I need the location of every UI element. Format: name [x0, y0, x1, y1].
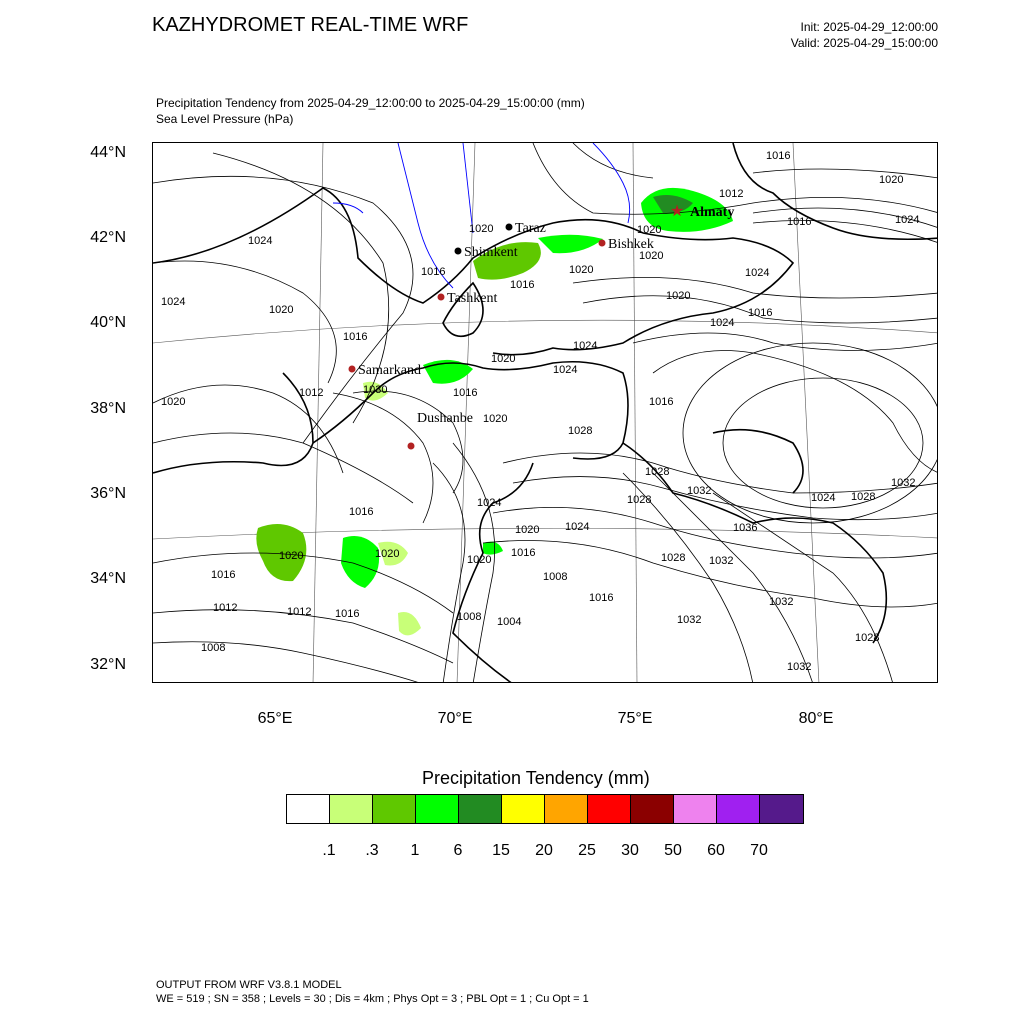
isobar-label: 1016 [589, 592, 614, 604]
isobar-line [633, 333, 938, 351]
border-turkmenistan [153, 373, 313, 473]
legend-tick-label: 15 [492, 842, 510, 859]
field-description-precip: Precipitation Tendency from 2025-04-29_12:00:00 to 2025-04-29_15:00:00 (mm) [156, 96, 585, 110]
isobar-label: 1020 [879, 174, 904, 186]
isobar-label: 1016 [453, 387, 478, 399]
isobar-label: 1024 [573, 340, 598, 352]
isobar-label: 1016 [211, 569, 236, 581]
model-info: OUTPUT FROM WRF V3.8.1 MODEL [156, 979, 342, 991]
precip-patch-bishkek [538, 235, 603, 253]
legend-title: Precipitation Tendency (mm) [422, 768, 650, 788]
isobar-label: 1020 [569, 264, 594, 276]
isobar-label: 1016 [649, 396, 674, 408]
isobar-label: 1028 [627, 494, 652, 506]
isobar-line [753, 169, 938, 178]
isobar-label: 1024 [811, 492, 836, 504]
isobar-label: 1016 [511, 547, 536, 559]
isobar-label: 1016 [335, 608, 360, 620]
field-description-slp: Sea Level Pressure (hPa) [156, 112, 294, 126]
legend-tick-label: 50 [664, 842, 682, 859]
isobar-line [653, 351, 938, 474]
city-label-shimkent: Shimkent [464, 245, 518, 260]
legend-swatch [545, 795, 588, 823]
lat-label-32n: 32°N [90, 656, 126, 673]
dushanbe-marker [408, 443, 415, 450]
isobar-label: 1012 [213, 602, 238, 614]
legend-swatch [674, 795, 717, 823]
isobar-label: 1008 [543, 571, 568, 583]
legend-swatch [416, 795, 459, 823]
isobar-label: 1024 [248, 235, 273, 247]
lon-label-65e: 65°E [257, 710, 293, 727]
isobar-label: 1032 [787, 661, 812, 673]
isobar-label: 1024 [553, 364, 578, 376]
legend-swatch [631, 795, 674, 823]
isobar-label: 1024 [161, 296, 186, 308]
lon-label-80e: 80°E [798, 710, 834, 727]
lat-label-42n: 42°N [90, 229, 126, 246]
isobar-line [353, 391, 463, 493]
graticule-lat-40n [153, 320, 938, 343]
isobar-label: 1020 [467, 554, 492, 566]
isobar-label: 1016 [787, 216, 812, 228]
legend-tick-label: .1 [322, 842, 336, 859]
isobar-line [153, 261, 336, 383]
legend-swatch [373, 795, 416, 823]
legend-swatch [760, 795, 803, 823]
isobar-label: 1032 [677, 614, 702, 626]
init-time: Init: 2025-04-29_12:00:00 [800, 20, 938, 34]
isobar-line [153, 433, 413, 503]
lat-label-34n: 34°N [90, 570, 126, 587]
city-label-tashkent: Tashkent [447, 291, 498, 306]
isobar-label: 1028 [645, 466, 670, 478]
isobar-label: 1020 [666, 290, 691, 302]
isobar-label: 1020 [269, 304, 294, 316]
isobar-line [493, 507, 938, 558]
lat-label-40n: 40°N [90, 314, 126, 331]
legend-swatch [588, 795, 631, 823]
isobar-label: 1020 [161, 396, 186, 408]
main-title: KAZHYDROMET REAL-TIME WRF [152, 14, 469, 36]
isobar-label: 1024 [895, 214, 920, 226]
border-kashmir [713, 430, 803, 493]
isobar-label: 1008 [201, 642, 226, 654]
map-canvas [153, 143, 938, 683]
isobar-label: 1020 [483, 413, 508, 425]
isobar-label: 1032 [709, 555, 734, 567]
isobar-label: 1012 [299, 387, 324, 399]
isobar-label: 1012 [287, 606, 312, 618]
isobar-label: 1020 [469, 223, 494, 235]
graticule-lon-65e [313, 143, 323, 683]
lat-label-38n: 38°N [90, 400, 126, 417]
isobar-label: 1028 [851, 491, 876, 503]
isobar-label: 1030 [363, 384, 388, 396]
isobar-line [503, 453, 938, 493]
legend-swatch [459, 795, 502, 823]
isobar-line [573, 277, 938, 298]
precip-patch-afghan-south [398, 612, 421, 635]
isobar-line [573, 143, 653, 178]
legend-tick-label: .3 [365, 842, 379, 859]
lat-label-36n: 36°N [90, 485, 126, 502]
isobar-label: 1020 [491, 353, 516, 365]
legend-swatch [330, 795, 373, 823]
isobar-label: 1028 [568, 425, 593, 437]
legend-tick-label: 70 [750, 842, 768, 859]
isobar-label: 1024 [710, 317, 735, 329]
isobar-label: 1032 [769, 596, 794, 608]
isobar-label: 1032 [891, 477, 916, 489]
map-panel [152, 142, 938, 683]
isobar-label: 1016 [510, 279, 535, 291]
isobar-label: 1020 [515, 524, 540, 536]
shimkent-marker [455, 248, 462, 255]
legend-tick-label: 60 [707, 842, 725, 859]
city-label-almaty: Almaty [690, 205, 735, 220]
isobar-label: 1020 [375, 548, 400, 560]
isobar-label: 1020 [279, 550, 304, 562]
tashkent-marker [438, 294, 445, 301]
isobar-label: 1008 [457, 611, 482, 623]
isobar-line [433, 463, 465, 683]
isobar-line [213, 153, 389, 423]
legend-tick-label: 20 [535, 842, 553, 859]
city-label-bishkek: Bishkek [608, 237, 654, 252]
isobar-line [153, 642, 423, 683]
samarkand-marker [349, 366, 356, 373]
lon-label-70e: 70°E [437, 710, 473, 727]
lon-label-75e: 75°E [617, 710, 653, 727]
isobar-label: 1028 [661, 552, 686, 564]
lat-label-44n: 44°N [90, 144, 126, 161]
legend-swatch [287, 795, 330, 823]
isobar-label: 1020 [639, 250, 664, 262]
legend-swatch [502, 795, 545, 823]
taraz-marker [506, 224, 513, 231]
isobar-label: 1012 [719, 188, 744, 200]
isobar-label: 1016 [766, 150, 791, 162]
isobar-label: 1024 [565, 521, 590, 533]
isobar-label: 1016 [343, 331, 368, 343]
isobar-label: 1020 [637, 224, 662, 236]
city-label-dushanbe: Dushanbe [417, 411, 473, 426]
isobar-label: 1016 [349, 506, 374, 518]
isobar-label: 1016 [421, 266, 446, 278]
model-config: WE = 519 ; SN = 358 ; Levels = 30 ; Dis = 4km ; Phys Opt = 3 ; PBL Opt = 1 ; Cu Opt = 1 [156, 993, 589, 1005]
color-legend-bar [286, 794, 804, 824]
isobar-label: 1028 [855, 632, 880, 644]
legend-tick-label: 6 [453, 842, 463, 859]
city-label-taraz: Taraz [515, 221, 546, 236]
isobar-label: 1004 [497, 616, 522, 628]
isobar-label: 1024 [477, 497, 502, 509]
precip-patch-kabul [483, 542, 503, 555]
isobar-label: 1036 [733, 522, 758, 534]
legend-tick-label: 1 [410, 842, 420, 859]
almaty-star-icon: ★ [669, 203, 685, 220]
legend-tick-label: 25 [578, 842, 596, 859]
isobar-label: 1032 [687, 485, 712, 497]
city-label-samarkand: Samarkand [358, 363, 421, 378]
legend-swatch [717, 795, 760, 823]
isobar-label: 1024 [745, 267, 770, 279]
isobar-label: 1016 [748, 307, 773, 319]
valid-time: Valid: 2025-04-29_15:00:00 [790, 36, 938, 50]
legend-tick-label: 30 [621, 842, 639, 859]
river-chu [463, 143, 473, 233]
river-ili [593, 143, 630, 223]
bishkek-marker [599, 240, 606, 247]
